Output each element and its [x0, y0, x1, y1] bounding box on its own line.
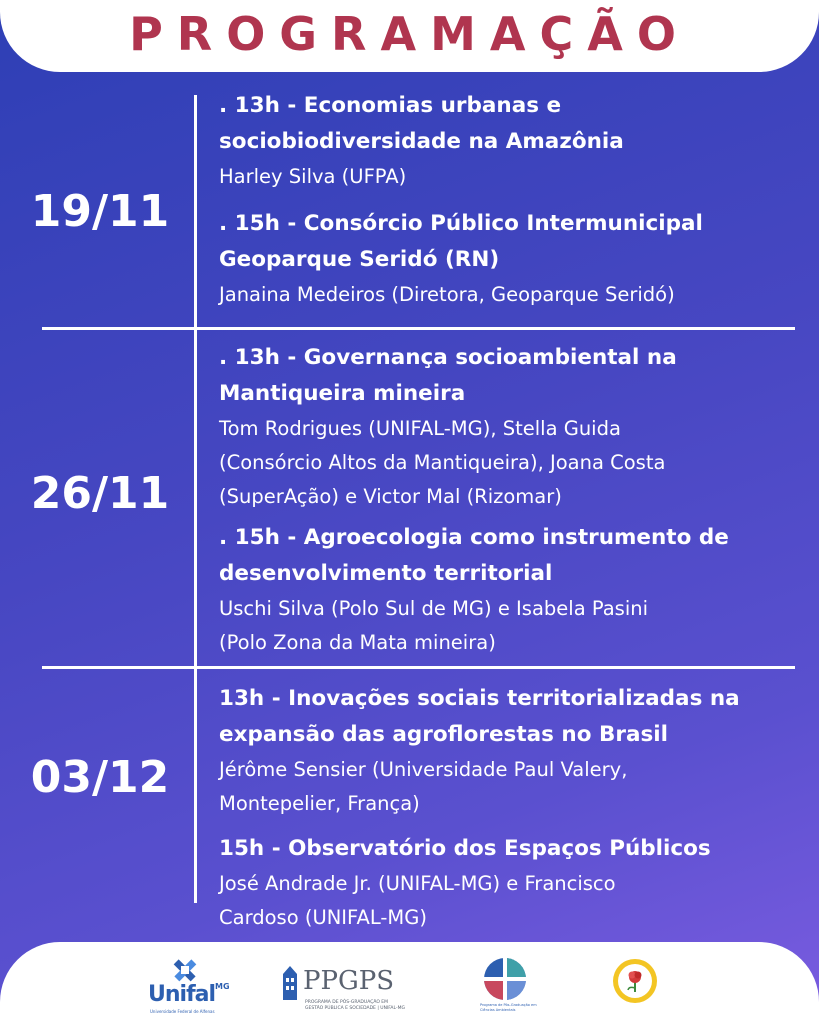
unifal-emblem-icon	[170, 958, 200, 984]
talk-title: . 15h - Agroecologia como instrumento de	[219, 525, 729, 550]
talk-speakers: Harley Silva (UFPA)	[219, 165, 407, 188]
unifal-mg-logo	[148, 956, 228, 1016]
talk-title: desenvolvimento territorial	[219, 561, 553, 586]
schedule-divider-2	[42, 666, 795, 669]
ciencias-subtitle-line: Ciências Ambientais	[480, 1008, 516, 1012]
talk-title: expansão das agroflorestas no Brasil	[219, 722, 669, 747]
talk-speakers: José Andrade Jr. (UNIFAL-MG) e Francisco	[219, 872, 616, 895]
talk-speakers: (Polo Zona da Mata mineira)	[219, 631, 496, 654]
page-title: PROGRAMAÇÃO	[129, 7, 690, 61]
talk-item	[219, 340, 804, 514]
talk-item	[219, 206, 804, 312]
talk-speakers: Cardoso (UNIFAL-MG)	[219, 906, 427, 929]
globe-icon	[482, 956, 528, 1002]
schedule-divider-1	[42, 327, 795, 330]
ciencias-subtitle	[480, 1003, 537, 1013]
schedule-vertical-divider	[194, 95, 197, 903]
talk-speakers: (SuperAção) e Victor Mal (Rizomar)	[219, 485, 562, 508]
talk-title: Mantiqueira mineira	[219, 381, 466, 406]
talk-title: . 13h - Economias urbanas e	[219, 93, 562, 118]
session-date: 19/11	[30, 186, 170, 237]
header-banner	[0, 0, 819, 72]
talk-speakers: Janaina Medeiros (Diretora, Geoparque Seridó)	[219, 283, 675, 306]
talk-title: . 13h - Governança socioambiental na	[219, 345, 677, 370]
talk-title: 15h - Observatório dos Espaços Públicos	[219, 836, 711, 861]
ppgps-logo	[281, 964, 421, 1020]
talk-speakers: Tom Rodrigues (UNIFAL-MG), Stella Guida	[219, 417, 621, 440]
footer-logo-bar	[0, 942, 819, 1024]
session-date: 03/12	[30, 752, 170, 803]
talk-speakers: Uschi Silva (Polo Sul de MG) e Isabela Pasini	[219, 597, 649, 620]
talk-title: 13h - Inovações sociais territorializadas na	[219, 686, 740, 711]
ciencias-subtitle-line: Programa de Pós-Graduação em	[480, 1003, 537, 1007]
talk-item	[219, 831, 804, 935]
talk-item	[219, 520, 804, 660]
rose-seal-logo	[612, 958, 658, 1004]
talk-speakers: Jérôme Sensier (Universidade Paul Valery,	[219, 758, 628, 781]
unifal-superscript: MG	[215, 982, 230, 991]
session-date: 26/11	[30, 468, 170, 519]
talk-item	[219, 88, 804, 194]
unifal-wordmark: Unifal	[148, 982, 216, 1007]
talk-title: . 15h - Consórcio Público Intermunicipal	[219, 211, 703, 236]
talk-speakers: Montepelier, França)	[219, 792, 420, 815]
ppgps-wordmark: PPGPS	[303, 966, 395, 996]
building-icon	[281, 966, 299, 1000]
talk-speakers: (Consórcio Altos da Mantiqueira), Joana Costa	[219, 451, 666, 474]
talk-item	[219, 681, 804, 821]
rose-icon	[612, 958, 658, 1004]
talk-title: Geoparque Seridó (RN)	[219, 247, 500, 272]
ciencias-ambientais-logo	[480, 956, 540, 1020]
ppgps-subtitle-line: PROGRAMA DE PÓS-GRADUAÇÃO EM	[305, 1000, 389, 1005]
ppgps-subtitle	[305, 1000, 405, 1012]
unifal-subtitle: Universidade Federal de Alfenas	[150, 1009, 215, 1014]
talk-title: sociobiodiversidade na Amazônia	[219, 129, 624, 154]
ppgps-subtitle-line: GESTÃO PÚBLICA E SOCIEDADE | UNIFAL-MG	[305, 1006, 405, 1011]
